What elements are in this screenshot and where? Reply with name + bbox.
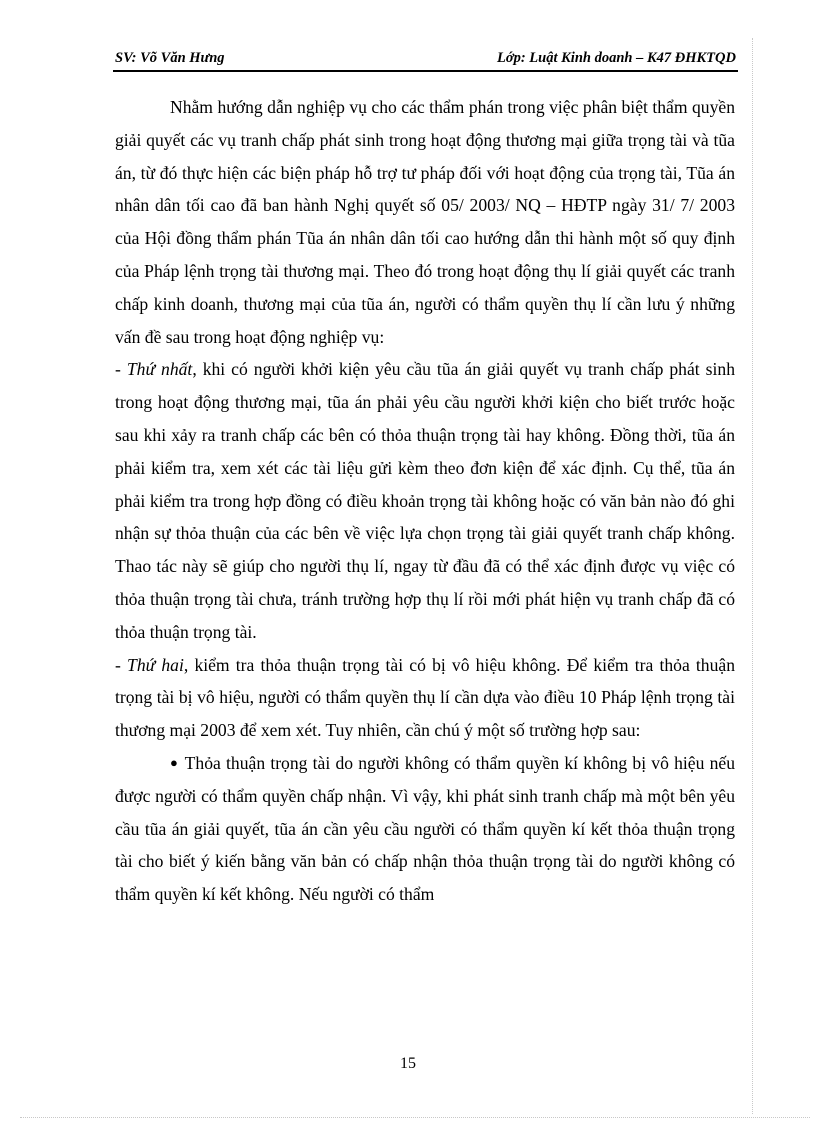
first-dash: - [115, 359, 127, 380]
document-body [115, 91, 735, 911]
page-header [113, 48, 738, 72]
second-text: , kiểm tra thỏa thuận trọng tài có bị vô hiệu không. Để kiểm tra thỏa thuận trọng tài bị vô hiệu, người có thẩm quyền thụ lí cần dựa vào điều 10 Pháp lệnh trọng tài thương mại 2003 để xem xét. Tuy nhiên, cần chú ý một số trường hợp sau: [115, 654, 736, 741]
header-student: SV: Võ Văn Hưng [115, 50, 225, 66]
bullet-text: Thỏa thuận trọng tài do người không có thẩm quyền kí không bị vô hiệu nếu được người có thẩm quyền chấp nhận. Vì vậy, khi phát sinh tranh chấp mà một bên yêu cầu tũa án giải quyết, tũa án cần yêu cầu người có thẩm quyền kí kết thỏa thuận trọng tài cho biết ý kiến bằng văn bản có chấp nhận thỏa thuận trọng tài do người không có thẩm quyền kí kết không. Nếu người có thẩm [115, 752, 736, 905]
bullet-paragraph [115, 747, 735, 911]
page-shadow-right [748, 38, 753, 1114]
bullet-icon: ● [170, 754, 179, 770]
second-dash: - [115, 654, 128, 675]
intro-paragraph: Nhằm hướng dẫn nghiệp vụ cho các thẩm phán trong việc phân biệt thẩm quyền giải quyết các vụ tranh chấp phát sinh trong hoạt động thương mại giữa trọng tài và tũa án, từ đó thực hiện các biện pháp hỗ trợ tư pháp đối với hoạt động của trọng tài, Tũa án nhân dân tối cao đã ban hành Nghị quyết số 05/ 2003/ NQ – HĐTP ngày 31/ 7/ 2003 của Hội đồng thẩm phán Tũa án nhân dân tối cao hướng dẫn thi hành một số quy định của Pháp lệnh trọng tài thương mại. Theo đó trong hoạt động thụ lí giải quyết các tranh chấp kinh doanh, thương mại của tũa án, người có thẩm quyền thụ lí cần lưu ý những vấn đề sau trong hoạt động nghiệp vụ: [115, 97, 735, 347]
first-label: Thứ nhất [126, 359, 193, 380]
second-label: Thứ hai [127, 654, 184, 675]
first-point-paragraph [115, 353, 735, 648]
page-number: 15 [400, 1055, 416, 1072]
page-shadow-bottom [20, 1117, 810, 1118]
second-point-paragraph [115, 649, 735, 747]
header-class: Lớp: Luật Kinh doanh – K47 ĐHKTQD [496, 50, 736, 66]
first-text: , khi có người khởi kiện yêu cầu tũa án giải quyết vụ tranh chấp phát sinh trong hoạt động thương mại, tũa án phải yêu cầu người khởi kiện cho biết trước hoặc sau khi xảy ra tranh chấp các bên có thỏa thuận trọng tài hay không. Đồng thời, tũa án phải kiểm tra, xem xét các tài liệu gửi kèm theo đơn kiện để xác định. Cụ thể, tũa án phải kiểm tra trong hợp đồng có điều khoản trọng tài không hoặc có văn bản nào đó ghi nhận sự thỏa thuận của các bên về việc lựa chọn trọng tài giải quyết tranh chấp không. Thao tác này sẽ giúp cho người thụ lí, ngay từ đầu đã có thể xác định được vụ việc có thỏa thuận trọng tài chưa, tránh trường hợp thụ lí rồi mới phát hiện vụ tranh chấp đã có thỏa thuận trọng tài. [115, 359, 735, 642]
